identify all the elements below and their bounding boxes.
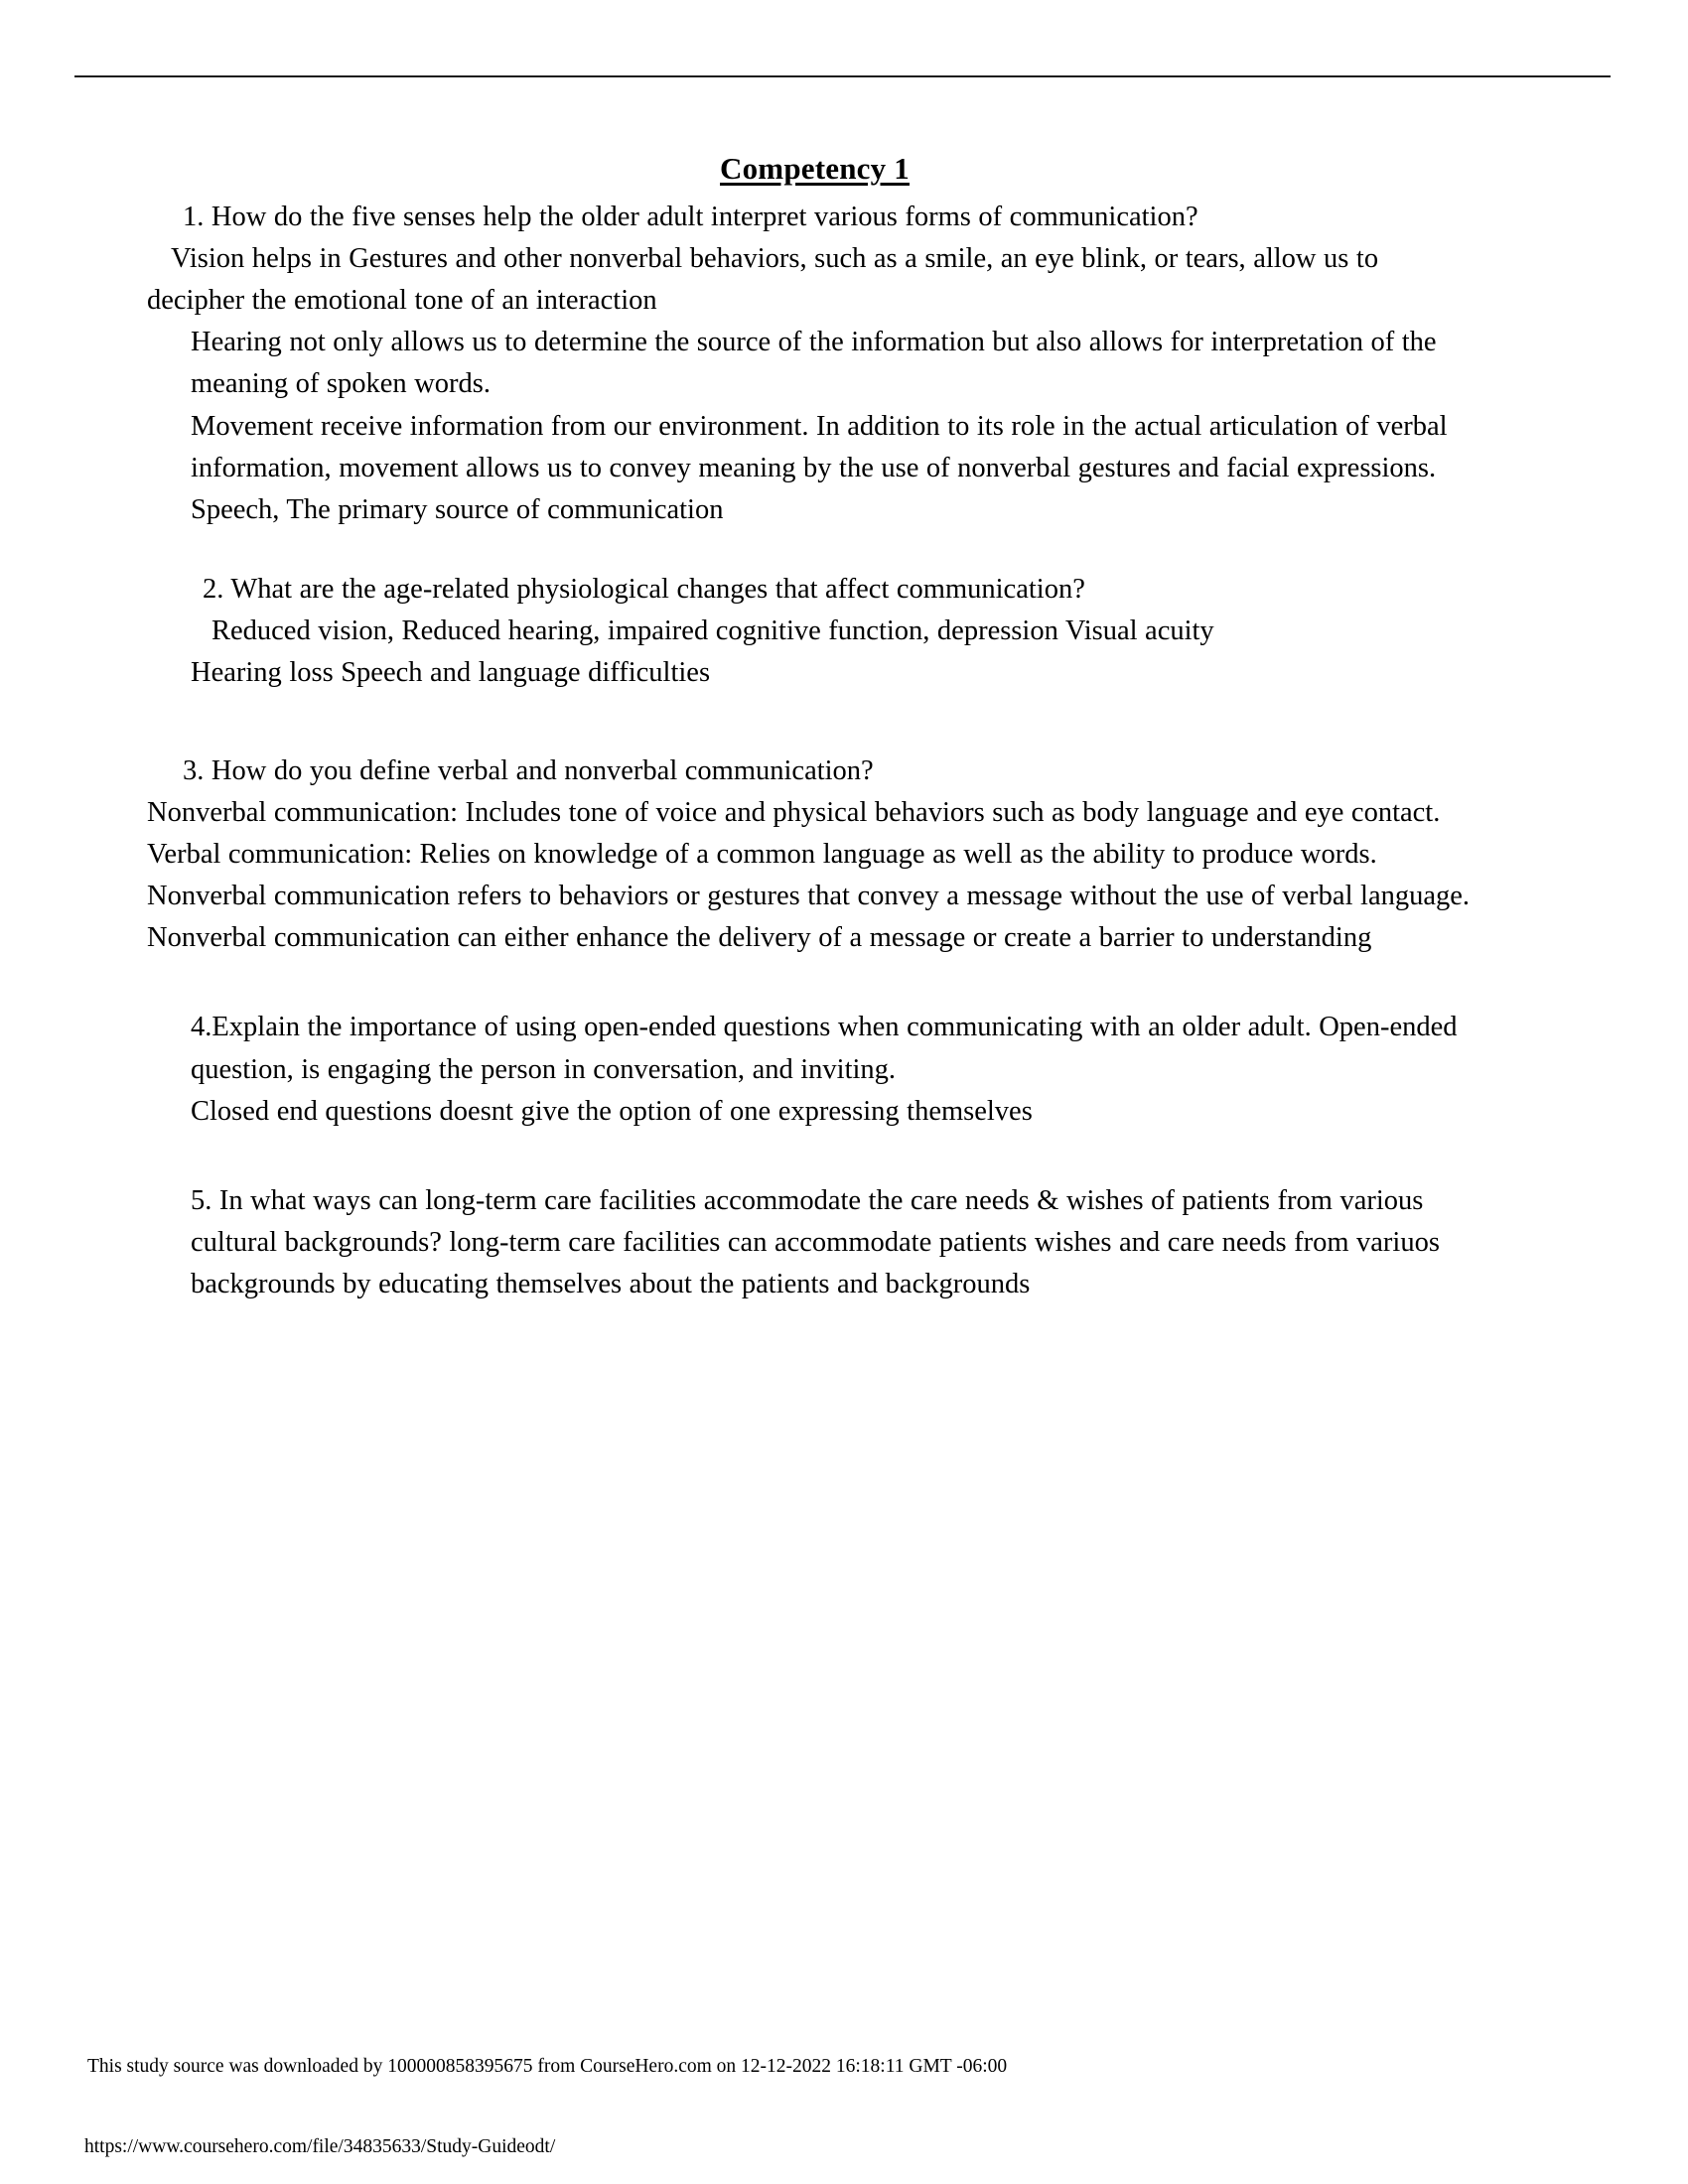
question-2-answer-reduced: Reduced vision, Reduced hearing, impaired cognitive function, depression Visual acuity — [211, 615, 1214, 647]
spacer — [147, 531, 1482, 569]
spacer — [147, 695, 1482, 751]
question-3-text: 3. How do you define verbal and nonverbal communication? — [183, 754, 874, 786]
document-body — [147, 149, 1482, 1305]
question-3-answer-verbal-def: Verbal communication: Relies on knowledge of a common language as well as the ability to produce words. — [147, 838, 1377, 870]
question-5-text: 5. In what ways can long-term care facilities accommodate the care needs & wishes of patients from various cultural backgrounds? long-term care facilities can accommodate patients wishes and care needs from variuos backgrounds by educating themselves about the patients and backgrounds — [191, 1184, 1440, 1300]
question-1-answer-movement: Movement receive information from our environment. In addition to its role in the actual articulation of verbal information, movement allows us to convey meaning by the use of nonverbal gestures and facial expressions. — [191, 410, 1448, 483]
question-3-answer-nonverbal-enhance: Nonverbal communication can either enhance the delivery of a message or create a barrier to understanding — [147, 922, 1372, 954]
question-1-answer-vision: Vision helps in Gestures and other nonverbal behaviors, such as a smile, an eye blink, or tears, allow us to decipher the emotional tone of an interaction — [147, 242, 1379, 317]
question-3-answer-nonverbal-behaviors: Nonverbal communication refers to behaviors or gestures that convey a message without the use of verbal language. — [147, 881, 1471, 912]
question-1-answer-speech: Speech, The primary source of communication — [191, 493, 724, 525]
question-1-answer-hearing: Hearing not only allows us to determine the source of the information but also allows for interpretation of the meaning of spoken words. — [191, 327, 1437, 400]
question-4-text: 4.Explain the importance of using open-ended questions when communicating with an older adult. Open-ended question, is engaging the person in conversation, and inviting. — [191, 1012, 1458, 1085]
question-3-answer-nonverbal-def: Nonverbal communication: Includes tone of voice and physical behaviors such as body language and eye contact. — [147, 796, 1441, 828]
question-1-text: 1. How do the five senses help the older adult interpret various forms of communication? — [183, 201, 1198, 232]
question-2-text: 2. What are the age-related physiological changes that affect communication? — [203, 574, 1085, 606]
spacer — [147, 1133, 1482, 1180]
question-4-answer-closed-end: Closed end questions doesnt give the option of one expressing themselves — [191, 1095, 1033, 1127]
header-divider-rule — [74, 75, 1611, 77]
question-2-answer-hearing-loss: Hearing loss Speech and language difficulties — [191, 657, 711, 689]
page-title: Competency 1 — [720, 151, 910, 186]
coursehero-source-url[interactable]: https://www.coursehero.com/file/34835633/Study-Guideodt/ — [84, 2136, 556, 2157]
spacer — [147, 959, 1482, 1007]
coursehero-download-attribution: This study source was downloaded by 100000858395675 from CourseHero.com on 12-12-2022 16:18:11 GMT -06:00 — [87, 2056, 1008, 2077]
